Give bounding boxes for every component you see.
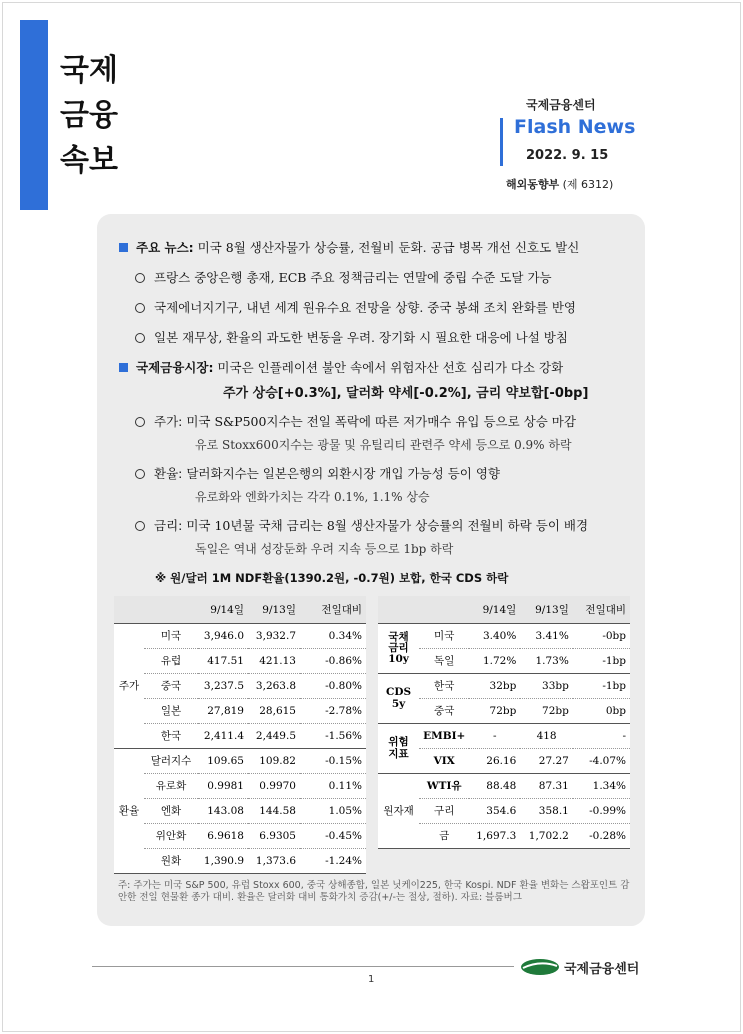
cell: 354.6 (486, 804, 517, 817)
cell: 143.08 (207, 804, 244, 817)
news-bullet-3 (135, 328, 568, 346)
circle-bullet-icon (135, 417, 145, 427)
cell: 417.51 (207, 654, 244, 667)
cell: 3,263.8 (255, 679, 296, 692)
cell: 6.9305 (259, 829, 296, 842)
cell: -0.80% (325, 679, 362, 692)
square-bullet-icon (119, 363, 128, 372)
col-header: 전일대비 (573, 596, 630, 623)
table-header-row (114, 596, 366, 623)
header-divider (500, 118, 503, 166)
group-label-cds: CDS 5y (378, 673, 419, 723)
cell: 26.16 (486, 754, 517, 767)
row-name: VIX (433, 754, 455, 767)
row-name: 한국 (160, 730, 182, 742)
table-footnote: 주: 주가는 미국 S&P 500, 유럽 Stoxx 600, 중국 상해종합, 일본 닛케이225, 한국 Kospi. NDF 환율 변화는 스왑포인트 감안한 전일 현물환 종가 대비. 환율은 달러화 대비 통화가치 증감(+/-는 절상, 절하). 자료: 블룸버그 (118, 880, 630, 903)
cell: 88.48 (486, 779, 517, 792)
news-bullet-text: 국제에너지기구, 내년 세계 원유수요 전망을 상향. 중국 봉쇄 조치 완화를 반영 (154, 300, 577, 315)
row-name: WTI유 (426, 780, 462, 792)
cell: 1.72% (482, 654, 517, 667)
cell: 3,946.0 (203, 629, 244, 642)
row-name: 미국 (434, 630, 455, 642)
fx-label: 환율: (154, 466, 183, 481)
cell: -0.99% (589, 804, 626, 817)
row-name: 유럽 (160, 655, 182, 667)
table-row (114, 723, 366, 748)
cell: - (493, 729, 497, 742)
row-name: EMBI+ (423, 729, 466, 742)
group-label-risk: 위험 지표 (378, 723, 419, 773)
cell: 2,411.4 (203, 729, 244, 742)
cell: -1.24% (325, 854, 362, 867)
cell: 72bp (489, 704, 517, 717)
col-header: 9/13일 (520, 596, 573, 623)
circle-bullet-icon (135, 333, 145, 343)
cell: 0.11% (328, 779, 362, 792)
kcif-logo-icon (520, 958, 560, 976)
cell: -4.07% (589, 754, 626, 767)
table-row (114, 773, 366, 798)
table-row (378, 723, 630, 748)
stock-label: 주가: (154, 414, 183, 429)
cell: -0.15% (325, 754, 362, 767)
circle-bullet-icon (135, 469, 145, 479)
footer-divider (92, 966, 514, 967)
cell: -0.86% (325, 654, 362, 667)
cell: 1,702.2 (528, 829, 569, 842)
main-news-text: 미국 8월 생산자물가 상승률, 전월비 둔화. 공급 병목 개선 신호도 발신 (193, 240, 580, 255)
table-row (378, 773, 630, 798)
left-market-table (114, 596, 366, 874)
row-name: 유로화 (155, 780, 187, 792)
circle-bullet-icon (135, 273, 145, 283)
department-name: 해외동향부 (506, 178, 560, 191)
market-line (119, 358, 563, 376)
right-market-table (378, 596, 630, 849)
table-row (114, 673, 366, 698)
market-text: 미국은 인플레이션 불안 속에서 위험자산 선호 심리가 다소 강화 (213, 360, 564, 375)
title-accent-bar (20, 20, 48, 210)
table-header-row (378, 596, 630, 623)
news-bullet-1 (135, 268, 552, 286)
cell: 3,932.7 (255, 629, 296, 642)
cell: -1bp (602, 654, 626, 667)
cell: 1,697.3 (476, 829, 517, 842)
ndf-note: ※ 원/달러 1M NDF환율(1390.2원, -0.7원) 보합, 한국 CDS 하락 (155, 571, 509, 585)
title-line-2: 금융 (60, 98, 118, 133)
circle-bullet-icon (135, 521, 145, 531)
rate-sub: 독일은 역내 성장둔화 우려 지속 등으로 1bp 하락 (195, 542, 454, 556)
table-row (114, 798, 366, 823)
cell: 0.9981 (207, 779, 244, 792)
group-label-commodity: 원자재 (378, 773, 419, 848)
cell: 32bp (489, 679, 517, 692)
cell: -2.78% (325, 704, 362, 717)
row-name: 엔화 (160, 805, 182, 817)
rate-text: 미국 10년물 국채 금리는 8월 생산자물가 상승률의 전월비 하락 등이 배경 (182, 518, 589, 533)
cell: -1.56% (325, 729, 362, 742)
news-bullet-2 (135, 298, 576, 316)
cell: 109.65 (207, 754, 244, 767)
fx-text: 달러화지수는 일본은행의 외환시장 개입 가능성 등이 영향 (182, 466, 500, 481)
title-line-1: 국제 (60, 53, 118, 88)
row-name: 위안화 (155, 830, 187, 842)
table-row (114, 698, 366, 723)
cell: 3,237.5 (203, 679, 244, 692)
row-name: 중국 (434, 705, 455, 717)
col-header: 9/14일 (198, 596, 248, 623)
cell: 421.13 (259, 654, 296, 667)
cell: 144.58 (259, 804, 296, 817)
report-title (60, 48, 118, 183)
cell: 0.9970 (259, 779, 296, 792)
cell: 418 (536, 729, 557, 742)
cell: 1.73% (535, 654, 569, 667)
table-row (114, 648, 366, 673)
col-header: 전일대비 (300, 596, 366, 623)
row-name: 금 (439, 830, 450, 842)
row-name: 중국 (160, 680, 182, 692)
square-bullet-icon (119, 243, 128, 252)
row-name: 독일 (434, 655, 455, 667)
table-row (114, 623, 366, 648)
news-bullet-text: 프랑스 중앙은행 총재, ECB 주요 정책금리는 연말에 중립 수준 도달 가능 (154, 270, 552, 285)
cell: -1bp (602, 679, 626, 692)
rate-label: 금리: (154, 518, 183, 533)
cell: 109.82 (259, 754, 296, 767)
row-name: 구리 (434, 805, 455, 817)
page-number: 1 (368, 974, 375, 985)
fx-line (135, 464, 500, 482)
cell: 87.31 (538, 779, 569, 792)
footer-logo-text: 국제금융센터 (564, 962, 640, 977)
stock-line (135, 412, 576, 430)
cell: -0bp (602, 629, 626, 642)
circle-bullet-icon (135, 303, 145, 313)
table-row (114, 848, 366, 873)
cell: 6.9618 (207, 829, 244, 842)
row-name: 일본 (160, 705, 182, 717)
issue-number: (제 6312) (562, 178, 614, 191)
table-row (378, 673, 630, 698)
flash-news-label: Flash News (514, 116, 636, 138)
cell: 3.40% (482, 629, 517, 642)
cell: - (622, 729, 626, 742)
department-info (506, 176, 613, 192)
rate-line (135, 516, 588, 534)
title-line-3: 속보 (60, 143, 118, 178)
news-bullet-text: 일본 재무상, 환율의 과도한 변동을 우려. 장기화 시 필요한 대응에 나설 방침 (154, 330, 568, 345)
row-name: 미국 (160, 630, 182, 642)
cell: 1,373.6 (255, 854, 296, 867)
table-row (378, 623, 630, 648)
cell: -0.45% (325, 829, 362, 842)
main-news-line (119, 238, 579, 256)
group-label-bond: 국채 금리 10y (378, 623, 419, 673)
cell: 358.1 (538, 804, 569, 817)
cell: 0.34% (328, 629, 362, 642)
col-header: 9/14일 (469, 596, 520, 623)
cell: 1,390.9 (203, 854, 244, 867)
cell: 33bp (542, 679, 569, 692)
center-name: 국제금융센터 (526, 98, 596, 112)
cell: -0.28% (589, 829, 626, 842)
report-date: 2022. 9. 15 (526, 148, 609, 163)
cell: 1.34% (592, 779, 626, 792)
group-label-stock: 주가 (114, 623, 144, 748)
cell: 27.27 (538, 754, 569, 767)
row-name: 달러지수 (150, 755, 192, 767)
table-row (114, 748, 366, 773)
cell: 0bp (605, 704, 626, 717)
row-name: 한국 (434, 680, 455, 692)
cell: 3.41% (535, 629, 569, 642)
col-header: 9/13일 (248, 596, 300, 623)
main-news-label: 주요 뉴스: (136, 240, 194, 255)
fx-sub: 유로화와 엔화가치는 각각 0.1%, 1.1% 상승 (195, 490, 430, 504)
row-name: 원화 (160, 855, 182, 867)
market-label: 국제금융시장: (136, 360, 214, 375)
cell: 1.05% (328, 804, 362, 817)
cell: 28,615 (259, 704, 296, 717)
cell: 2,449.5 (255, 729, 296, 742)
market-summary: 주가 상승[+0.3%], 달러화 약세[-0.2%], 금리 약보합[-0bp] (223, 386, 589, 401)
cell: 27,819 (207, 704, 244, 717)
group-label-fx: 환율 (114, 748, 144, 873)
stock-text: 미국 S&P500지수는 전일 폭락에 따른 저가매수 유입 등으로 상승 마감 (182, 414, 576, 429)
stock-sub: 유로 Stoxx600지수는 광물 및 유틸리티 관련주 약세 등으로 0.9% 하락 (195, 438, 572, 452)
cell: 72bp (542, 704, 569, 717)
table-row (114, 823, 366, 848)
